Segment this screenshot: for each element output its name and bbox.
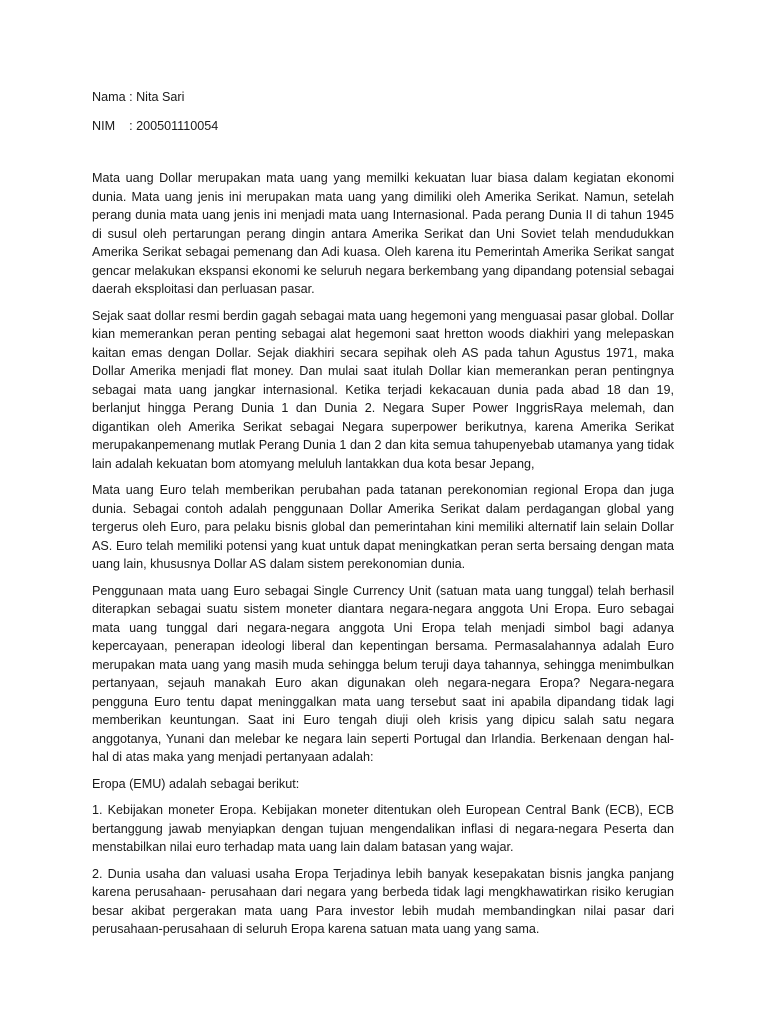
paragraph-emu-intro: Eropa (EMU) adalah sebagai berikut: bbox=[92, 776, 300, 791]
student-nim: NIM : 200501110054 bbox=[92, 118, 219, 133]
paragraph-dollar-hegemony: Sejak saat dollar resmi berdin gagah sebagai mata uang hegemoni yang menguasai pasar global. Dollar kian memerankan peran penting sebagai alat hegemoni saat hretton woods diakhiri yang melepaskan kaitan emas dengan Dollar. Sejak diakhiri secara sepihak oleh AS pada tahun Agustus 1971, maka Dollar Amerika menjadi flat money. Dan mulai saat itulah Dollar kian memerankan peran pentingnya sebagai mata uang jangkar internasional. Ketika terjadi kekacauan dunia pada abad 18 dan 19, berlanjut hingga Perang Dunia 1 dan Dunia 2. Negara Super Power InggrisRaya melemah, dan digantikan oleh Amerika Serikat sebagai Negara superpower berikutnya, karena Amerika Serikat merupakanpemenang mutlak Perang Dunia 1 dan 2 dan kita semua tahupenyebab utamanya yang tidak lain adalah kekuatan bom atomyang meluluh lantakkan dua kota besar Jepang, bbox=[92, 308, 674, 471]
paragraph-euro-impact: Mata uang Euro telah memberikan perubahan pada tatanan perekonomian regional Eropa dan juga dunia. Sebagai contoh adalah penggunaan Dollar Amerika Serikat dalam perdagangan global yang tergerus oleh Euro, para pelaku bisnis global dan pemerintahan kini memiliki alternatif lain selain Dollar AS. Euro telah memiliki potensi yang kuat untuk dapat meningkatkan peran serta bersaing dengan mata uang lain, khususnya Dollar AS dalam sistem perekonomian dunia. bbox=[92, 483, 674, 571]
document-page bbox=[92, 88, 674, 947]
paragraph-point-2: 2. Dunia usaha dan valuasi usaha Eropa Terjadinya lebih banyak kesepakatan bisnis jangka panjang karena perusahaan- perusahaan dari negara yang berbeda tidak lagi mengkhawatirkan risiko kerugian besar akibat pergerakan mata uang Para investor lebih mudah membandingkan nilai pasar dari perusahaan-perusahaan di seluruh Eropa karena satuan mata uang yang sama. bbox=[92, 866, 674, 936]
paragraph-euro-single-currency: Penggunaan mata uang Euro sebagai Single Currency Unit (satuan mata uang tunggal) telah berhasil diterapkan sebagai suatu sistem moneter diantara negara-negara anggota Uni Eropa. Euro sebagai mata uang tunggal dari negara-negara anggota Uni Eropa telah menjadi simbol bagi adanya kepercayaan, penerapan ideologi liberal dan kepentingan bersama. Permasalahannya adalah Euro merupakan mata uang yang masih muda sehingga belum teruji daya tahannya, sehingga menimbulkan pertanyaan, sejauh manakah Euro akan digunakan oleh negara-negara Eropa? Negara-negara pengguna Euro tentu dapat meninggalkan mata uang tersebut saat ini apabila dipandang tidak lagi memberikan keuntungan. Saat ini Euro tengah diuji oleh krisis yang dipicu salah satu negara anggotanya, Yunani dan melebar ke negara lain seperti Portugal dan Irlandia. Berkenaan dengan hal-hal di atas maka yang menjadi pertanyaan adalah: bbox=[92, 583, 674, 764]
paragraph-point-1: 1. Kebijakan moneter Eropa. Kebijakan moneter ditentukan oleh European Central Bank (ECB), ECB bertanggung jawab menyiapkan dengan tujuan mengendalikan inflasi di negara-negara Peserta dan menstabilkan nilai euro terhadap mata uang lain dalam batasan yang wajar. bbox=[92, 803, 674, 854]
student-name: Nama : Nita Sari bbox=[92, 90, 185, 104]
paragraph-dollar-intro: Mata uang Dollar merupakan mata uang yang memilki kekuatan luar biasa dalam kegiatan ekonomi dunia. Mata uang jenis ini merupakan mata uang yang dimiliki oleh Amerika Serikat. Namun, setelah perang dunia mata uang jenis ini menjadi mata uang Internasional. Pada perang Dunia II di tahun 1945 di susul oleh pertarungan perang dingin antara Amerika Serikat dan Uni Soviet telah mendudukkan Amerika Serikat sebagai pemenang dan Adi kuasa. Oleh karena itu Pemerintah Amerika Serikat sangat gencar melakukan ekspansi ekonomi ke seluruh negara berkembang yang dipandang potensial sebagai daerah eksploitasi dan perluasan pasar. bbox=[92, 171, 674, 296]
